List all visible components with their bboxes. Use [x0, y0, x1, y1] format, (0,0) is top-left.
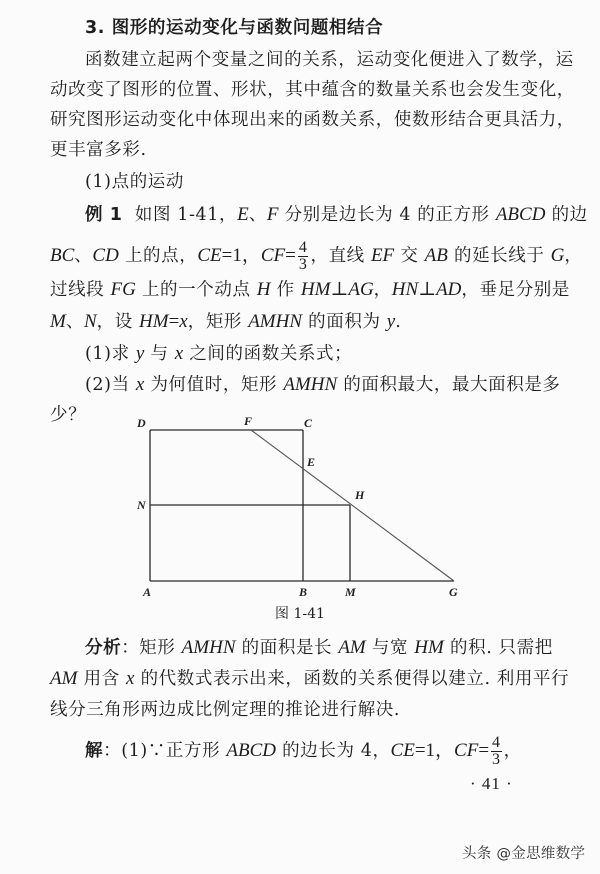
question-2: (2)当 x 为何值时，矩形 AMHN 的面积最大，最大面积是多 [85, 374, 561, 395]
question-1: (1)求 y 与 x 之间的函数关系式； [85, 343, 353, 364]
label-C: C [304, 416, 313, 430]
label-M: M [345, 585, 356, 599]
example-line-3: 过线段 FG 上的一个动点 H 作 HM⊥AG，HN⊥AD，垂足分别是 [50, 279, 570, 300]
perpendicular-symbol: ⊥ [418, 279, 437, 300]
label-E: E [307, 455, 316, 469]
subheading: (1)点的运动 [85, 172, 184, 192]
example-line-1: 例 1 如图 1-41，E、F 分别是边长为 4 的正方形 ABCD 的边 [85, 204, 588, 225]
analysis-line-3: 线分三角形两边成比例定理的推论进行解决. [50, 700, 401, 720]
analysis-label: 分析 [85, 638, 122, 658]
fraction-four-thirds: $\frac{4}{3}$ [492, 734, 501, 768]
page-number: · 41 · [470, 774, 513, 793]
label-F: F [244, 414, 253, 428]
label-G: G [449, 585, 458, 599]
example-line-4: M、N，设 HM=x，矩形 AMHN 的面积为 y. [50, 311, 402, 332]
section-heading: 3. 图形的运动变化与函数问题相结合 [85, 18, 384, 38]
analysis-line-1: 分析：矩形 AMHN 的面积是长 AM 与宽 HM 的积. 只需把 [85, 637, 553, 658]
figure-caption: 图 1-41 [275, 606, 325, 622]
example-line-2: BC、CD 上的点，CE=1，CF= $\frac{4}{3}$ ，直线 EF 交 AB 的延长线于 G， [50, 239, 583, 273]
paragraph-line: 更丰富多彩. [50, 140, 147, 160]
label-A: A [143, 585, 152, 599]
perpendicular-symbol: ⊥ [330, 279, 349, 300]
fraction-four-thirds: $\frac{4}{3}$ [298, 239, 308, 273]
paragraph-line: 研究图形运动变化中体现出来的函数关系，使数形结合更具活力， [50, 110, 575, 130]
paragraph-line: 动改变了图形的位置、形状，其中蕴含的数量关系也会发生变化， [50, 80, 575, 100]
label-D: D [137, 416, 146, 430]
label-H: H [355, 488, 365, 502]
watermark: 头条 @金思维数学 [462, 846, 586, 862]
example-label: 例 1 [85, 205, 123, 225]
question-2-continued: 少？ [50, 405, 87, 425]
solution-label: 解 [85, 741, 104, 761]
solution-line-1: 解：(1)∵正方形 ABCD 的边长为 4，CE=1，CF= $\frac{4}{3}$ ， [85, 734, 522, 768]
label-N: N [137, 498, 146, 512]
label-B: B [299, 585, 308, 599]
paragraph-line: 函数建立起两个变量之间的关系，运动变化便进入了数学，运 [85, 50, 574, 70]
analysis-line-2: AM 用含 x 的代数式表示出来，函数的关系便得以建立. 利用平行 [50, 668, 570, 689]
